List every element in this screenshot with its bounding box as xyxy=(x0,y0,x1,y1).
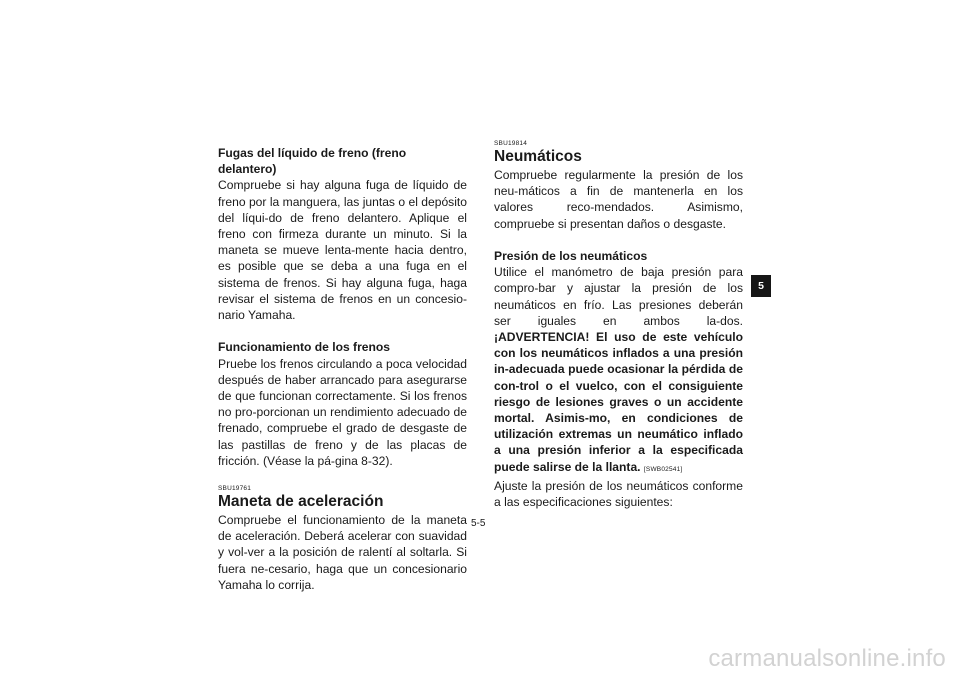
spacer xyxy=(494,232,743,248)
tire-pressure-body: Utilice el manómetro de baja presión para compro-bar y ajustar la presión de los neumáticos en frío. Las presiones deberán ser iguales en ambos la-dos. xyxy=(494,265,743,328)
brake-fluid-leak-heading: Fugas del líquido de freno (freno delantero) xyxy=(218,146,407,177)
tire-pressure-warning-code: [SWB02541] xyxy=(643,465,683,473)
brake-operation-text: Pruebe los frenos circulando a poca velocidad después de haber arrancado para asegurarse de que funcionan correctamente. Si los frenos no pro-porcionan un rendimiento adecuado de frenado, compruebe el grado de desgaste de las pastillas de freno y de las placas de fricción. (Véase la pá-gina 8-32). xyxy=(218,356,467,468)
brake-operation-heading: Funcionamiento de los frenos xyxy=(218,340,391,355)
tire-pressure-adjust-text: Ajuste la presión de los neumáticos conforme a las especificaciones siguientes: xyxy=(494,478,743,510)
tire-pressure-text xyxy=(494,264,743,478)
tires-intro-text: Compruebe regularmente la presión de los neu-máticos a fin de mantenerla en los valores reco-mendados. Asimismo, compruebe si presentan daños o desgaste. xyxy=(494,168,743,231)
tires-section-title: Neumáticos xyxy=(494,148,582,165)
spacer xyxy=(218,323,467,339)
watermark: carmanualsonline.info xyxy=(708,645,946,672)
page-number: 5-5 xyxy=(471,518,486,529)
tires-section-code: SBU19814 xyxy=(494,140,528,147)
chapter-tab: 5 xyxy=(751,275,771,297)
throttle-section-code: SBU19761 xyxy=(218,485,252,493)
tire-pressure-heading: Presión de los neumáticos xyxy=(494,249,648,263)
left-column xyxy=(218,145,467,593)
throttle-section-title: Maneta de aceleración xyxy=(218,493,384,511)
tire-pressure-warning: ¡ADVERTENCIA! El uso de este vehículo con los neumáticos inflados a una presión in-adecuada puede ocasionar la pérdida de con-trol o el vuelco, con el consiguiente riesgo de lesiones graves o un accidente mortal. Asimis-mo, en condiciones de utilización extremas un neumático inflado a una presión inferior a la especificada puede salirse de la llanta. xyxy=(494,330,743,474)
right-column xyxy=(494,140,743,510)
brake-fluid-leak-text: Compruebe si hay alguna fuga de líquido de freno por la manguera, las juntas o el depósito del líqui-do de freno delantero. Aplique el freno con firmeza durante un minuto. Si la maneta se mueve lenta-mente hacia dentro, es posible que se deba a una fuga en el sistema de frenos. Si hay alguna fuga, haga revisar el sistema de frenos en un concesio-nario Yamaha. xyxy=(218,178,467,323)
throttle-section-text: Compruebe el funcionamiento de la maneta de aceleración. Deberá acelerar con suavidad y vol-ver a la posición de ralentí al soltarla. Si fuera ne-cesario, haga que un concesionario Yamaha lo corrija. xyxy=(218,513,467,592)
